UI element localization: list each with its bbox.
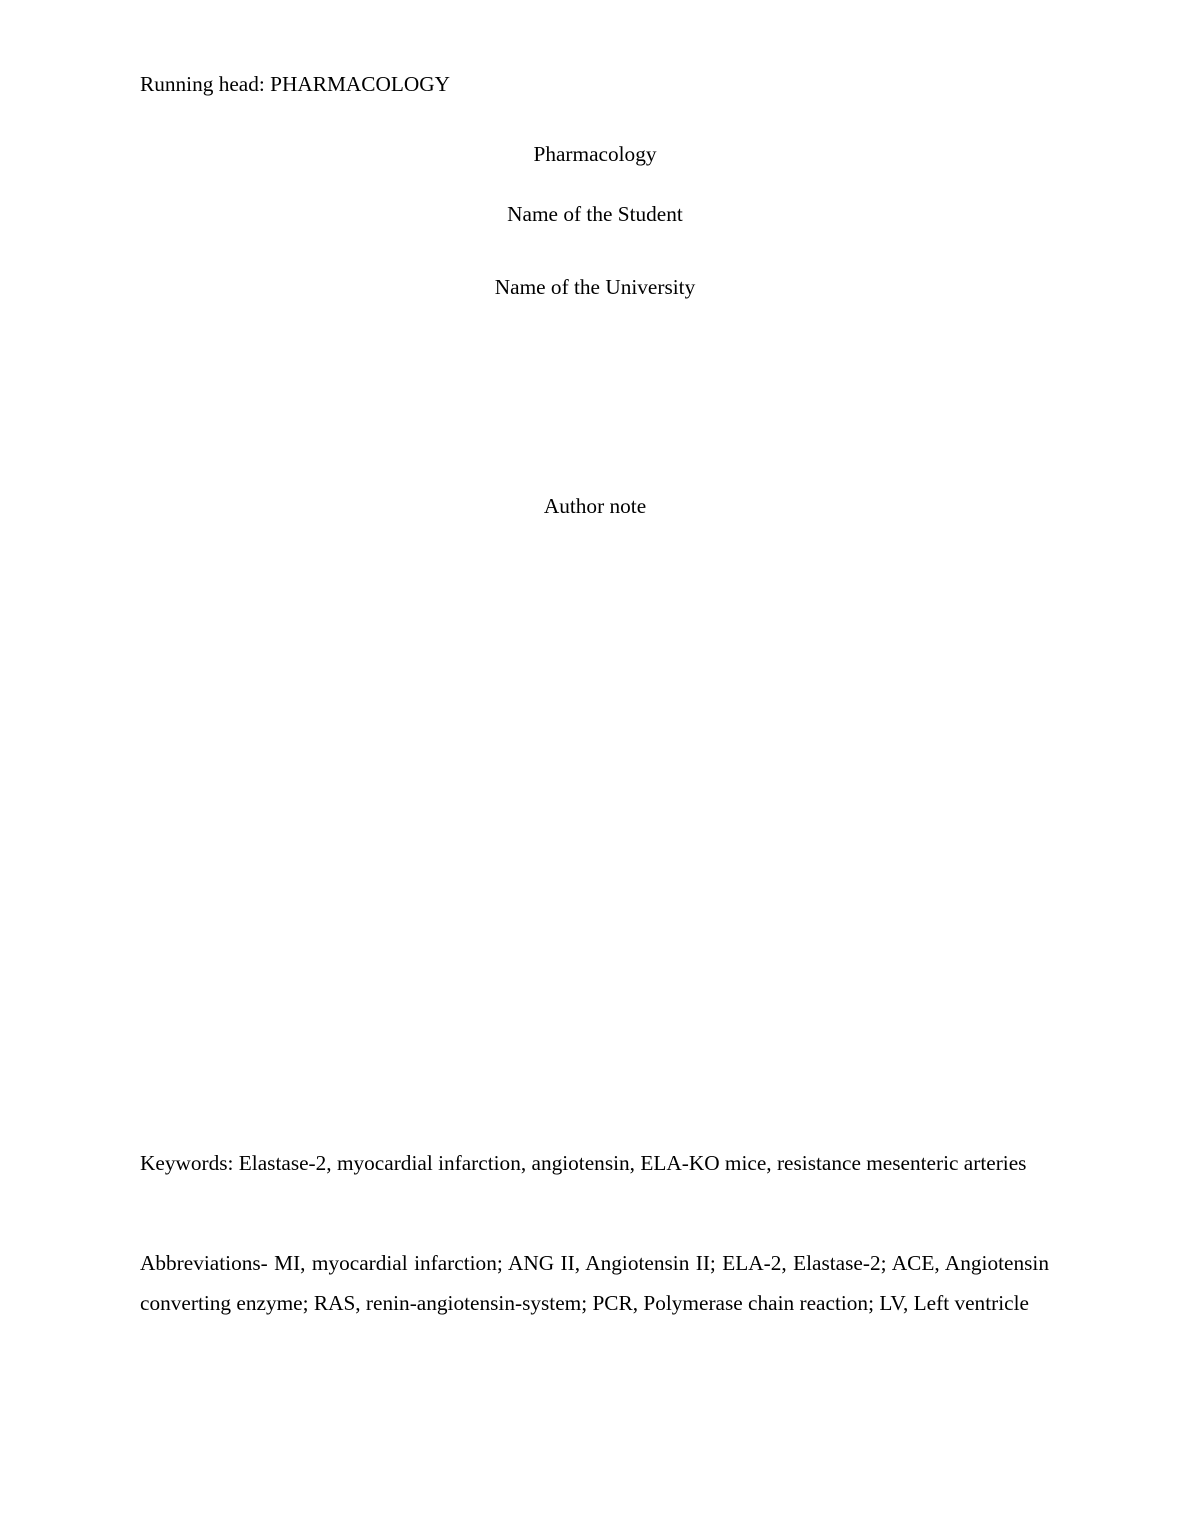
university-name: Name of the University — [494, 275, 696, 299]
document-title: Pharmacology — [533, 142, 657, 166]
student-name: Name of the Student — [507, 202, 683, 226]
running-head: Running head: PHARMACOLOGY — [140, 72, 450, 96]
keywords-paragraph: Keywords: Elastase-2, myocardial infarction, angiotensin, ELA-KO mice, resistance mesenteric arteries — [140, 1151, 1027, 1175]
author-note: Author note — [543, 494, 647, 518]
abbreviations-paragraph: Abbreviations- MI, myocardial infarction; ANG II, Angiotensin II; ELA-2, Elastase-2; ACE, Angiotensin converting enzyme; RAS, renin-angiotensin-system; PCR, Polymerase chain reaction; LV, Left ventricle — [140, 1251, 1049, 1315]
